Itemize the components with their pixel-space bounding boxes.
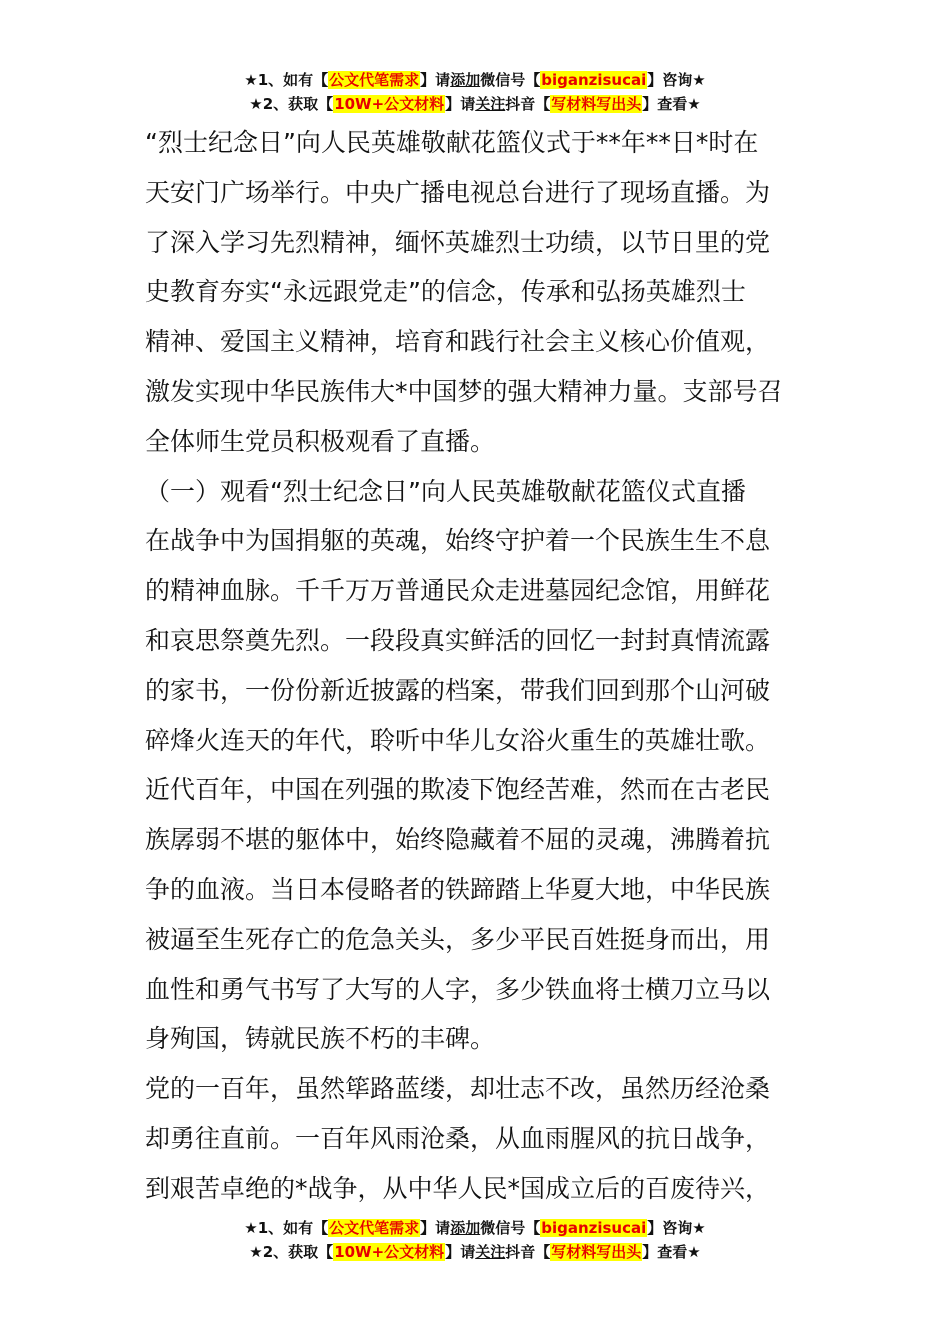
highlight-douyin-account: 写材料写出头 [551, 95, 642, 113]
text-line: 族孱弱不堪的躯体中，始终隐藏着不屈的灵魂，沸腾着抗 [145, 825, 771, 855]
text-line: 了深入学习先烈精神，缅怀英雄烈士功绩，以节日里的党 [145, 227, 771, 257]
text-line: 史教育夯实“永远跟党走”的信念，传承和弘扬英雄烈士 [145, 277, 746, 307]
promo-prefix: ★2、获取【 [249, 1243, 334, 1261]
promo-line-2 [0, 1240, 950, 1264]
promo-text: 微信号【 [480, 71, 541, 89]
text-line: 党的一百年，虽然筚路蓝缕，却壮志不改，虽然历经沧桑 [145, 1074, 771, 1104]
promo-suffix: 】咨询★ [647, 71, 706, 89]
text-line: 在战争中为国捐躯的英魂，始终守护着一个民族生生不息 [145, 526, 771, 556]
promo-prefix: ★1、如有【 [244, 71, 329, 89]
text-line: 身殉国，铸就民族不朽的丰碑。 [145, 1024, 496, 1054]
highlight-writing-service: 公文代笔需求 [329, 1219, 420, 1237]
promo-suffix: 】咨询★ [647, 1219, 706, 1237]
text-line: “烈士纪念日”向人民英雄敬献花篮仪式于**年**日*时在 [145, 128, 759, 157]
highlight-writing-service: 公文代笔需求 [329, 71, 420, 89]
text-line: 被逼至生死存亡的危急关头，多少平民百姓挺身而出，用 [145, 924, 771, 954]
text-line: 到艰苦卓绝的*战争，从中华人民*国成立后的百废待兴， [145, 1173, 771, 1203]
promo-prefix: ★1、如有【 [244, 1219, 329, 1237]
text-line: 天安门广场举行。中央广播电视总台进行了现场直播。为 [145, 177, 771, 207]
text-line: 碎烽火连天的年代，聆听中华儿女浴火重生的英雄壮歌。 [145, 725, 771, 755]
promo-text: 】请 [445, 1243, 476, 1261]
promo-line-2 [0, 92, 950, 116]
header-promo-banner [0, 68, 950, 116]
highlight-wechat-id: biganzisucai [541, 71, 647, 89]
text-line: 近代百年，中国在列强的欺凌下饱经苦难，然而在古老民 [145, 775, 771, 805]
underlined-text: 添加 [450, 71, 481, 89]
promo-suffix: 】查看★ [642, 95, 701, 113]
promo-text: 抖音【 [505, 1243, 551, 1261]
footer-promo-banner [0, 1216, 950, 1264]
promo-line-1 [0, 1216, 950, 1240]
underlined-text: 添加 [450, 1219, 481, 1237]
highlight-materials: 10W+公文材料 [334, 1243, 445, 1261]
promo-text: 微信号【 [480, 1219, 541, 1237]
promo-prefix: ★2、获取【 [249, 95, 334, 113]
text-line: 却勇往直前。一百年风雨沧桑，从血雨腥风的抗日战争， [145, 1123, 771, 1153]
highlight-materials: 10W+公文材料 [334, 95, 445, 113]
text-line: 全体师生党员积极观看了直播。 [145, 426, 496, 456]
promo-suffix: 】查看★ [642, 1243, 701, 1261]
promo-text: 抖音【 [505, 95, 551, 113]
text-line: 血性和勇气书写了大写的人字，多少铁血将士横刀立马以 [145, 974, 771, 1004]
document-body [145, 118, 810, 1214]
underlined-text: 关注 [475, 1243, 506, 1261]
promo-text: 】请 [420, 71, 451, 89]
text-line: 精神、爱国主义精神，培育和践行社会主义核心价值观， [145, 327, 771, 357]
text-line: 和哀思祭奠先烈。一段段真实鲜活的回忆一封封真情流露 [145, 625, 771, 655]
text-line: 争的血液。当日本侵略者的铁蹄踏上华夏大地，中华民族 [145, 874, 771, 904]
text-line: 的家书，一份份新近披露的档案，带我们回到那个山河破 [145, 675, 771, 705]
promo-text: 】请 [420, 1219, 451, 1237]
promo-text: 】请 [445, 95, 476, 113]
section-heading: （一）观看“烈士纪念日”向人民英雄敬献花篮仪式直播 [145, 476, 746, 506]
text-line: 激发实现中华民族伟大*中国梦的强大精神力量。支部号召 [145, 376, 783, 406]
promo-line-1 [0, 68, 950, 92]
highlight-wechat-id: biganzisucai [541, 1219, 647, 1237]
underlined-text: 关注 [475, 95, 506, 113]
highlight-douyin-account: 写材料写出头 [551, 1243, 642, 1261]
text-line: 的精神血脉。千千万万普通民众走进墓园纪念馆，用鲜花 [145, 576, 771, 606]
